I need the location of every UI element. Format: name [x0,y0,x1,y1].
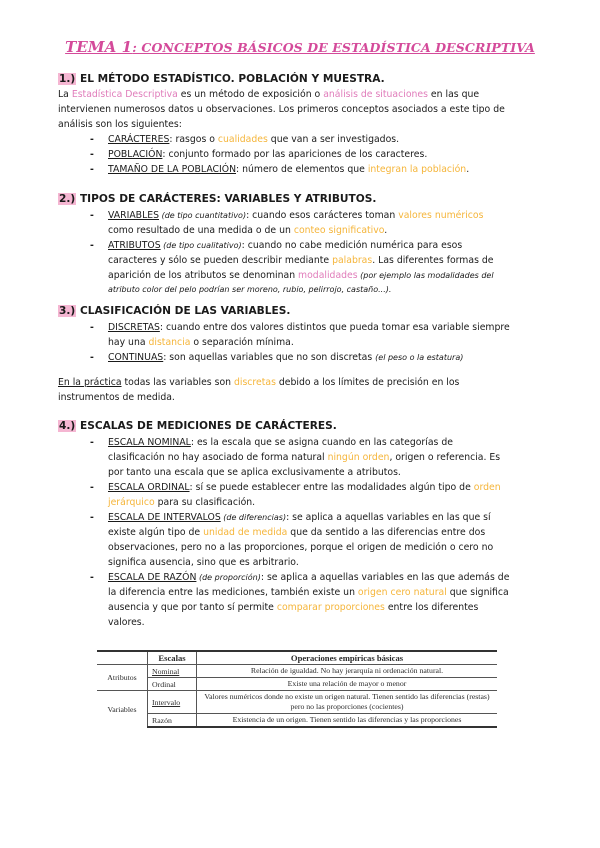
list-item: ESCALA NOMINAL: es la escala que se asigna cuando en las categorías de [108,437,453,448]
bullet-dash: - [90,572,94,583]
table-row [97,678,497,691]
bullet-dash: - [90,134,94,145]
operation-cell: Existencia de un origen. Tienen sentido las diferencias y las proporciones [197,714,498,728]
bullet-dash: - [90,240,94,251]
table-header-row [97,651,497,665]
list-item-continuation: atributo color del pelo podrían ser moreno, rubio, pelirrojo, castaño...). [108,285,392,294]
group-attributes: Atributos [107,673,137,682]
table-row [97,665,497,678]
scale-cell: Nominal [148,665,197,678]
list-item: ATRIBUTOS (de tipo cualitativo): cuando no cabe medición numérica para esos [108,240,463,251]
operation-cell: Existe una relación de mayor o menor [197,678,498,691]
bullet-dash: - [90,512,94,523]
list-item-continuation: clasificación no hay asociado de forma natural ningún orden, origen o referencia. Es [108,452,501,463]
list-item: ESCALA DE INTERVALOS (de diferencias): se aplica a aquellas variables en las que sí [108,512,491,523]
scale-cell: Razón [148,714,197,728]
header-operations: Operaciones empíricas básicas [197,651,498,665]
list-item-continuation: valores. [108,617,145,628]
list-item-continuation: como resultado de una medida o de un conteo significativo. [108,225,388,236]
s1-paragraph-line: análisis son los siguientes: [58,119,182,130]
table-row [97,714,497,728]
scale-cell: Ordinal [148,678,197,691]
section-3-heading: 3.) CLASIFICACIÓN DE LAS VARIABLES. [59,305,291,317]
operation-cell: Valores numéricos donde no existe un origen natural. Tienen sentido las diferencias (restas) pero no las proporciones (cocientes) [197,691,498,714]
s3-paragraph-line: instrumentos de medida. [58,392,175,403]
list-item: ESCALA DE RAZÓN (de proporción): se aplica a aquellas variables en las que además de [108,572,510,583]
s1-paragraph-line: intervienen numerosos datos u observaciones. Los primeros conceptos asociados a este tipo de [58,104,505,115]
list-item-continuation: aparición de los atributos se denominan modalidades (por ejemplo las modalidades del [108,270,494,281]
list-item-continuation: hay una distancia o separación mínima. [108,337,294,348]
s1-paragraph-line: La Estadística Descriptiva es un método de exposición o análisis de situaciones en las que [58,89,480,100]
header-scales: Escalas [148,651,197,665]
list-item-continuation: caracteres y sólo se pueden describir mediante palabras. Las diferentes formas de [108,255,494,266]
list-item-continuation: ausencia y que por tanto sí permite comparar proporciones entre los diferentes [108,602,479,613]
bullet-dash: - [90,437,94,448]
list-item: POBLACIÓN: conjunto formado por las apariciones de los caracteres. [108,149,428,160]
bullet-dash: - [90,352,94,363]
bullet-dash: - [90,149,94,160]
bullet-dash: - [90,210,94,221]
section-4-heading: 4.) ESCALAS DE MEDICIONES DE CARÁCTERES. [59,420,337,432]
list-item: CARÁCTERES: rasgos o cualidades que van a ser investigados. [108,134,400,145]
list-item-continuation: la diferencia entre las mediciones, también existe un origen cero natural que significa [108,587,509,598]
section-2-heading: 2.) TIPOS DE CARÁCTERES: VARIABLES Y ATRIBUTOS. [59,193,377,205]
list-item: TAMAÑO DE LA POBLACIÓN: número de elementos que integran la población. [108,164,470,175]
bullet-dash: - [90,482,94,493]
scales-table [97,650,497,728]
section-1-heading: 1.) EL MÉTODO ESTADÍSTICO. POBLACIÓN Y MUESTRA. [59,73,385,85]
s3-paragraph-line: En la práctica todas las variables son discretas debido a los límites de precisión en los [58,377,460,388]
list-item: VARIABLES (de tipo cuantitativo): cuando esos carácteres toman valores numéricos [108,210,484,221]
list-item-continuation: existe algún tipo de unidad de medida que da sentido a las diferencias entre dos [108,527,486,538]
scale-cell: Intervalo [148,691,197,714]
list-item: CONTINUAS: son aquellas variables que no son discretas (el peso o la estatura) [108,352,464,363]
group-variables: Variables [97,691,148,728]
list-item: ESCALA ORDINAL: sí se puede establecer entre las modalidades algún tipo de orden [108,482,501,493]
bullet-dash: - [90,322,94,333]
list-item-continuation: por tanto una escala que se aplica exclusivamente a atributos. [108,467,401,478]
table-row [97,691,497,714]
list-item: DISCRETAS: cuando entre dos valores distintos que pueda tomar esa variable siempre [108,322,510,333]
list-item-continuation: observaciones, pero no a las proporciones, porque el origen de medición o cero no [108,542,494,553]
list-item-continuation: significa ausencia, sino que es arbitrario. [108,557,299,568]
list-item-continuation: jerárquico para su clasificación. [108,497,256,508]
bullet-dash: - [90,164,94,175]
page-title: TEMA 1: CONCEPTOS BÁSICOS DE ESTADÍSTICA DESCRIPTIVA [65,38,535,56]
operation-cell: Relación de igualdad. No hay jerarquía ni ordenación natural. [250,666,444,675]
